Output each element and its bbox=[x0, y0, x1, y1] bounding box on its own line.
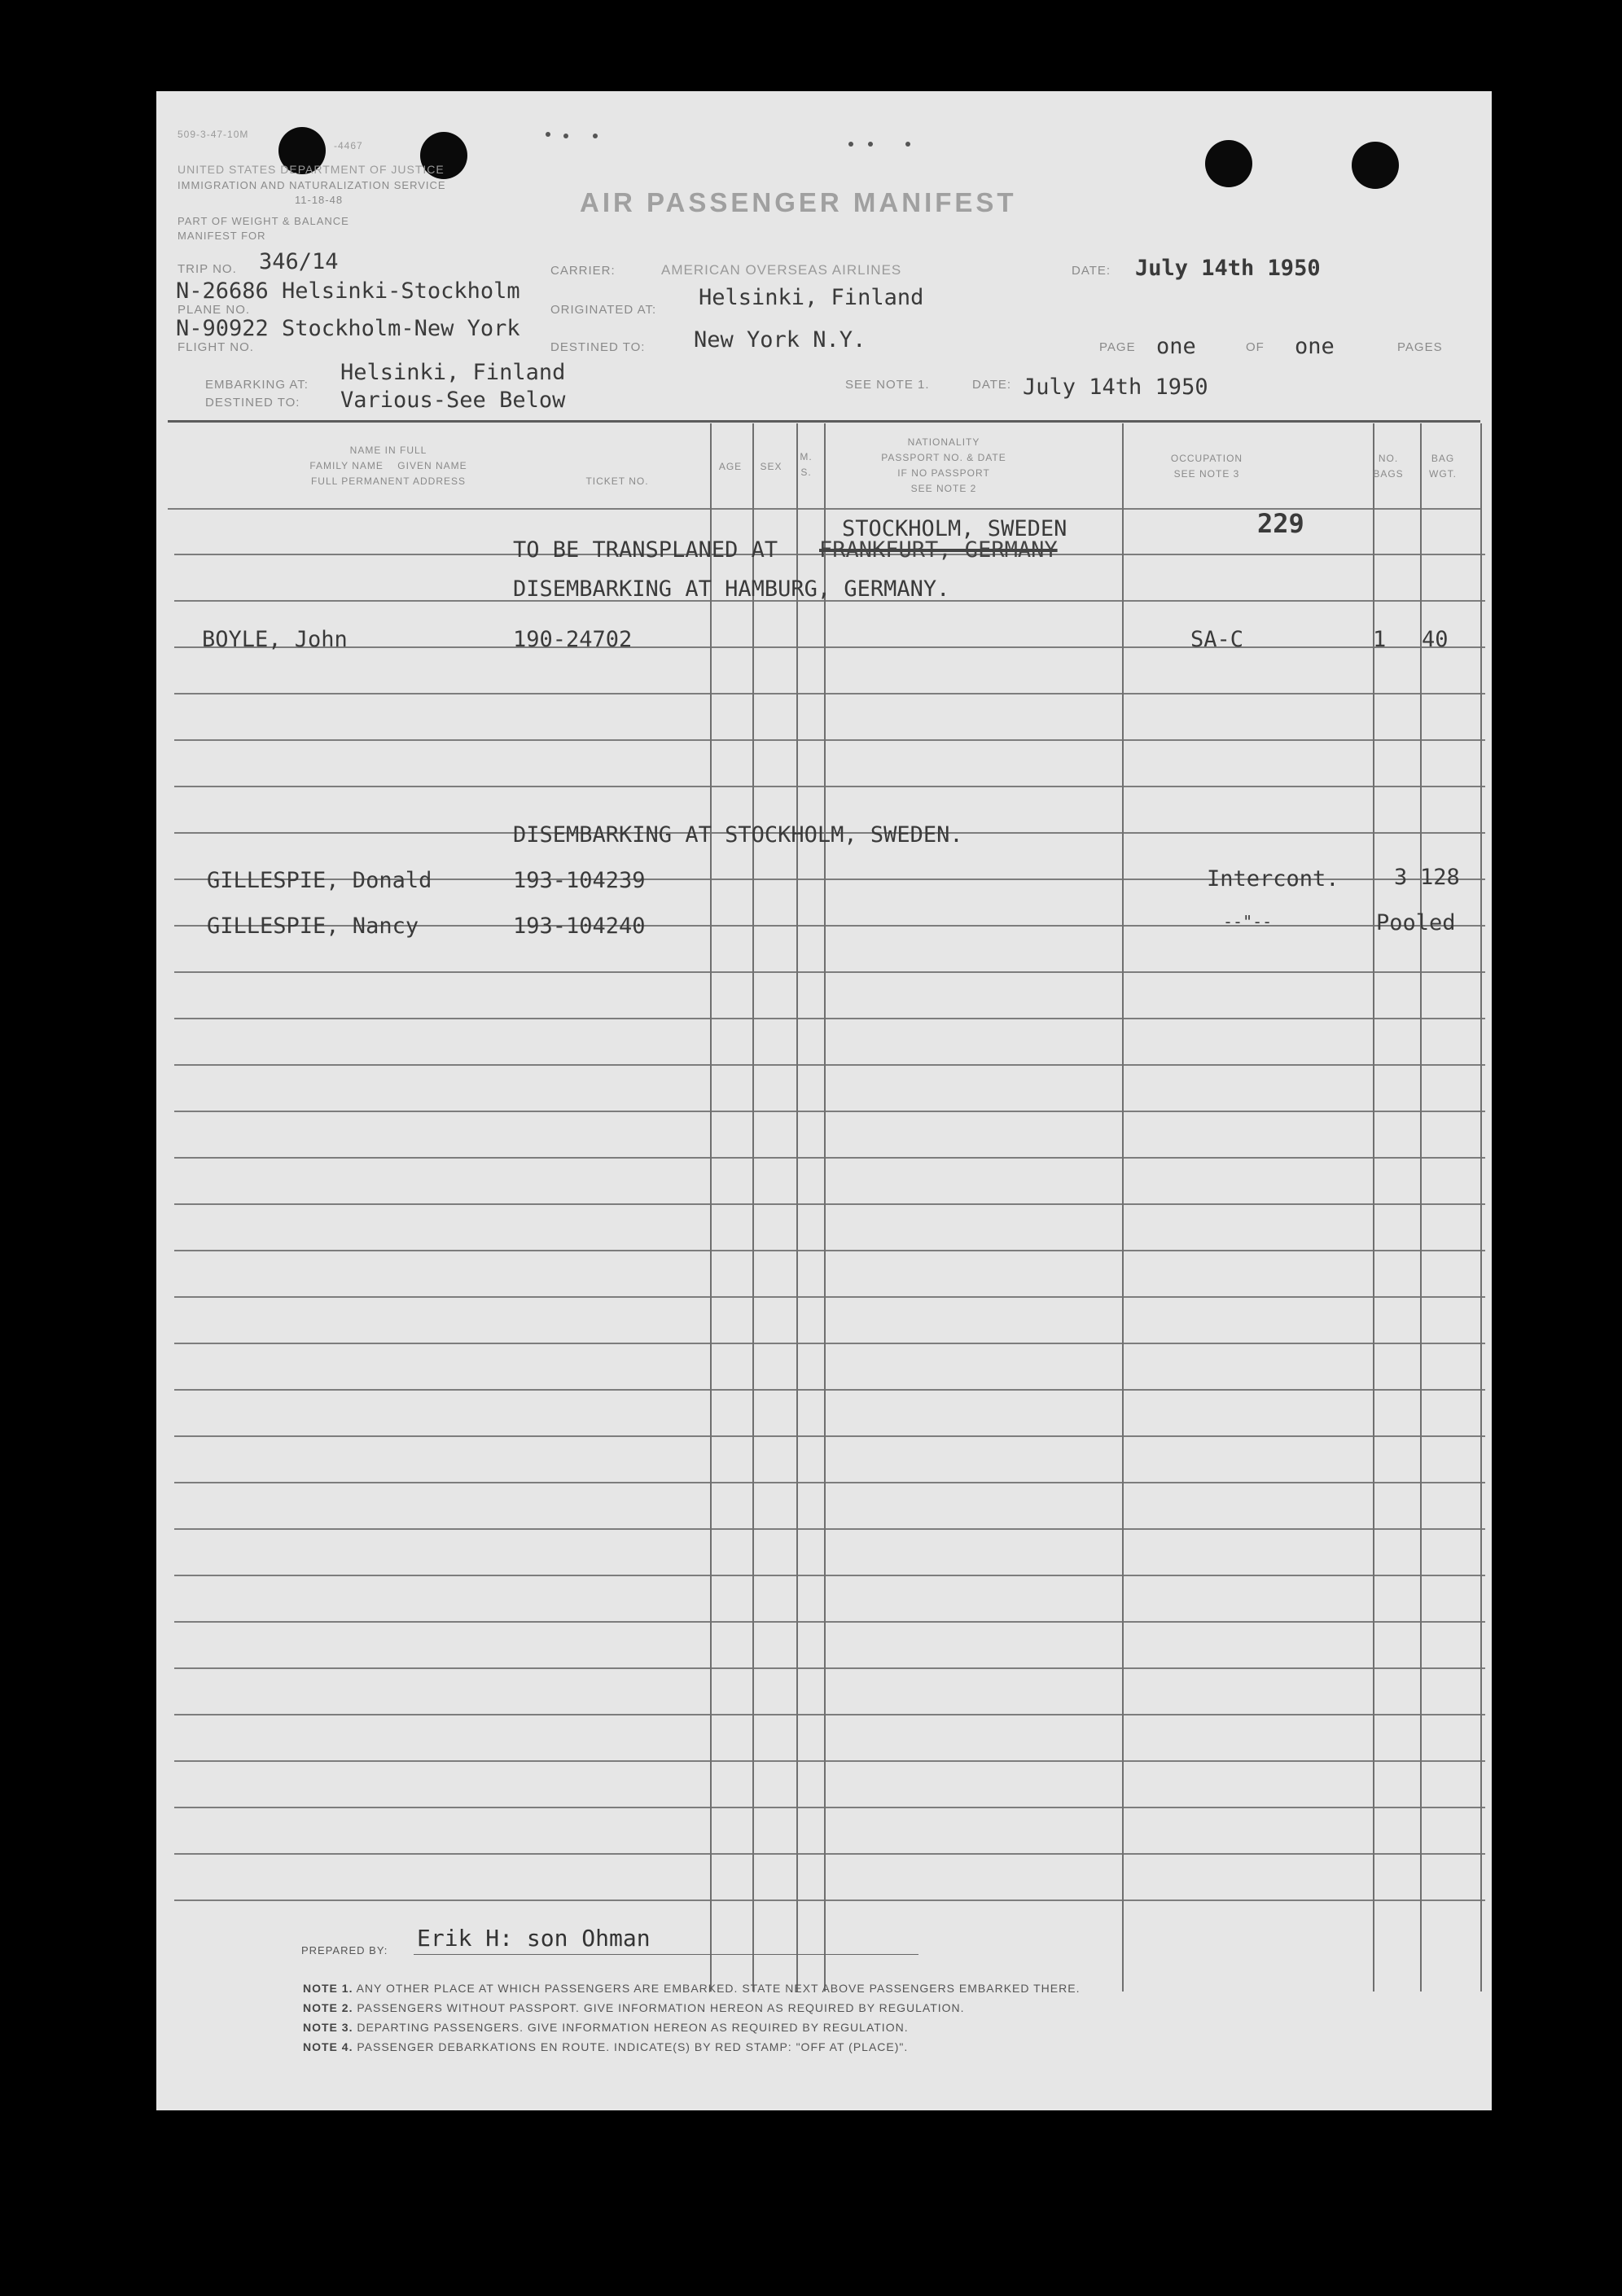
ink-fleck bbox=[868, 142, 873, 147]
of-label: OF bbox=[1246, 340, 1265, 354]
footnote-4 bbox=[303, 2040, 908, 2053]
column-rule bbox=[1122, 423, 1124, 1991]
destined2-label: DESTINED TO: bbox=[205, 396, 300, 410]
row-rule bbox=[174, 1807, 1485, 1808]
row-rule bbox=[174, 1203, 1485, 1205]
struck-destination: FRANKFURT, GERMANY bbox=[819, 537, 1058, 563]
passenger-occupation: --"-- bbox=[1223, 912, 1273, 931]
column-rule bbox=[796, 423, 798, 1991]
passenger-bags: 1 bbox=[1373, 627, 1387, 652]
col-name-line3: FULL PERMANENT ADDRESS bbox=[310, 475, 467, 487]
col-sex-header: SEX bbox=[760, 461, 783, 472]
col-occupation-header bbox=[1117, 451, 1296, 482]
footnote-1 bbox=[303, 1982, 1080, 1995]
footnote-text: DEPARTING PASSENGERS. GIVE INFORMATION HEREON AS REQUIRED BY REGULATION. bbox=[357, 2021, 909, 2034]
col-name-line1: NAME IN FULL bbox=[349, 445, 427, 456]
ink-fleck bbox=[848, 142, 853, 147]
passenger-occupation: SA-C bbox=[1190, 627, 1244, 652]
footnote-label: NOTE 1. bbox=[303, 1982, 353, 1995]
passenger-weight: 128 bbox=[1420, 865, 1460, 890]
col-weight-header bbox=[1420, 451, 1466, 482]
column-rule bbox=[752, 423, 754, 1991]
passenger-occupation: Intercont. bbox=[1207, 866, 1339, 892]
destined-value: New York N.Y. bbox=[694, 327, 866, 353]
row-rule bbox=[174, 1621, 1485, 1623]
plane-line2: N-90922 Stockholm-New York bbox=[176, 316, 520, 341]
header-rule bbox=[168, 420, 1480, 423]
stockholm-overtype: STOCKHOLM, SWEDEN bbox=[842, 516, 1067, 541]
see-note-1: SEE NOTE 1. bbox=[845, 378, 930, 392]
embarking-label: EMBARKING AT: bbox=[205, 378, 309, 392]
row-rule bbox=[174, 1853, 1485, 1855]
date2-value: July 14th 1950 bbox=[1023, 375, 1208, 400]
row-rule bbox=[174, 1714, 1485, 1715]
date2-label: DATE: bbox=[972, 378, 1012, 392]
row-rule bbox=[174, 1760, 1485, 1762]
col-wgt-line2: WGT. bbox=[1429, 468, 1457, 480]
prepared-label: PREPARED BY: bbox=[301, 1944, 388, 1956]
row-rule bbox=[174, 1389, 1485, 1391]
row-rule bbox=[174, 786, 1485, 787]
col-occ-line2: SEE NOTE 3 bbox=[1173, 468, 1240, 480]
col-nat-line4: SEE NOTE 2 bbox=[910, 483, 977, 494]
row-rule bbox=[174, 1018, 1485, 1019]
column-rule bbox=[824, 423, 826, 1991]
pages-label: PAGES bbox=[1397, 340, 1443, 354]
row-rule bbox=[174, 1157, 1485, 1159]
column-rule bbox=[1480, 423, 1482, 1991]
prepared-signature: Erik H: son Ohman bbox=[417, 1925, 651, 1952]
trip-value: 346/14 bbox=[259, 249, 339, 274]
plane-label: PLANE NO. bbox=[178, 303, 251, 317]
form-code-suffix: -4467 bbox=[334, 140, 363, 151]
col-bags-line2: BAGS bbox=[1373, 468, 1404, 480]
row-rule bbox=[174, 693, 1485, 694]
col-nat-line3: IF NO PASSPORT bbox=[897, 467, 990, 479]
row-rule bbox=[174, 1343, 1485, 1344]
part-of-label: PART OF WEIGHT & BALANCE bbox=[178, 215, 349, 227]
manifest-number: 229 bbox=[1257, 508, 1304, 539]
date-value: July 14th 1950 bbox=[1135, 256, 1321, 281]
row-rule bbox=[174, 1667, 1485, 1669]
passenger-ticket: 193-104239 bbox=[513, 868, 646, 893]
form-date: 11-18-48 bbox=[295, 194, 344, 206]
row-rule bbox=[174, 1899, 1485, 1901]
punch-hole bbox=[1352, 142, 1399, 189]
row-rule bbox=[174, 1064, 1485, 1066]
footnote-2 bbox=[303, 2001, 965, 2014]
footnote-text: PASSENGER DEBARKATIONS EN ROUTE. INDICATE(S) BY RED STAMP: "OFF AT (PLACE)". bbox=[357, 2040, 909, 2053]
agency-line2: IMMIGRATION AND NATURALIZATION SERVICE bbox=[178, 179, 446, 191]
passenger-bags: 3 bbox=[1394, 865, 1408, 890]
column-rule bbox=[1373, 423, 1374, 1991]
row-rule bbox=[174, 971, 1485, 973]
col-bags-line1: NO. bbox=[1378, 453, 1399, 464]
passenger-ticket: 193-104240 bbox=[513, 914, 646, 939]
form-code: 509-3-47-10M bbox=[178, 129, 249, 140]
agency-line1: UNITED STATES DEPARTMENT OF JUSTICE bbox=[178, 163, 445, 176]
col-ticket-header: TICKET NO. bbox=[585, 475, 649, 487]
date-label: DATE: bbox=[1072, 264, 1111, 278]
page-label: PAGE bbox=[1099, 340, 1136, 354]
footnote-label: NOTE 3. bbox=[303, 2021, 353, 2034]
punch-hole bbox=[1205, 140, 1252, 187]
row-rule bbox=[174, 1111, 1485, 1112]
row-rule bbox=[174, 1482, 1485, 1483]
col-name-header bbox=[278, 443, 498, 489]
col-wgt-line1: BAG bbox=[1431, 453, 1455, 464]
footnote-text: ANY OTHER PLACE AT WHICH PASSENGERS ARE EMBARKED. STATE NEXT ABOVE PASSENGERS EMBARKED THERE. bbox=[356, 1982, 1081, 1995]
passenger-ticket: 190-24702 bbox=[513, 627, 633, 652]
of-value: one bbox=[1295, 334, 1335, 359]
transplaned-text: TO BE TRANSPLANED AT bbox=[513, 537, 778, 563]
ink-fleck bbox=[905, 142, 910, 147]
row-rule bbox=[174, 1575, 1485, 1576]
col-ms-header: M. S. bbox=[800, 451, 813, 478]
plane-line1: N-26686 Helsinki-Stockholm bbox=[176, 278, 520, 304]
col-nationality-header bbox=[834, 435, 1054, 497]
trip-label: TRIP NO. bbox=[178, 262, 237, 276]
footnote-3 bbox=[303, 2021, 909, 2034]
col-occ-line1: OCCUPATION bbox=[1170, 453, 1243, 464]
carrier-label: CARRIER: bbox=[550, 264, 616, 278]
column-rule bbox=[710, 423, 712, 1991]
row-rule bbox=[174, 1250, 1485, 1251]
row-rule bbox=[174, 1296, 1485, 1298]
row-rule bbox=[174, 1435, 1485, 1437]
manifest-page bbox=[156, 91, 1492, 2110]
footnote-text: PASSENGERS WITHOUT PASSPORT. GIVE INFORMATION HEREON AS REQUIRED BY REGULATION. bbox=[357, 2001, 965, 2014]
signature-line bbox=[414, 1954, 918, 1955]
row-rule bbox=[174, 739, 1485, 741]
originated-value: Helsinki, Finland bbox=[699, 285, 924, 310]
column-rule bbox=[1420, 423, 1422, 1991]
col-name-line2: FAMILY NAME GIVEN NAME bbox=[309, 460, 467, 471]
row-rule bbox=[174, 1528, 1485, 1530]
ink-fleck bbox=[563, 134, 568, 138]
flight-label: FLIGHT NO. bbox=[178, 340, 254, 354]
passenger-name: BOYLE, John bbox=[202, 627, 348, 652]
passenger-bags: Pooled bbox=[1376, 910, 1456, 935]
col-nat-line1: NATIONALITY bbox=[907, 436, 980, 448]
page-title: AIR PASSENGER MANIFEST bbox=[580, 187, 1017, 217]
ink-fleck bbox=[593, 134, 598, 138]
originated-label: ORIGINATED AT: bbox=[550, 303, 657, 317]
manifest-for-label: MANIFEST FOR bbox=[178, 230, 266, 242]
footnote-label: NOTE 2. bbox=[303, 2001, 353, 2014]
destined-label: DESTINED TO: bbox=[550, 340, 646, 354]
footnote-label: NOTE 4. bbox=[303, 2040, 353, 2053]
passenger-name: GILLESPIE, Donald bbox=[207, 868, 432, 893]
destined2-value: Various-See Below bbox=[340, 388, 566, 413]
passenger-name: GILLESPIE, Nancy bbox=[207, 914, 419, 939]
col-nat-line2: PASSPORT NO. & DATE bbox=[881, 452, 1006, 463]
hamburg-heading: DISEMBARKING AT HAMBURG, GERMANY. bbox=[513, 576, 950, 602]
passenger-weight: 40 bbox=[1422, 627, 1449, 652]
carrier-value: AMERICAN OVERSEAS AIRLINES bbox=[661, 262, 902, 278]
col-bags-header bbox=[1370, 451, 1407, 482]
row-rule bbox=[174, 646, 1485, 648]
col-age-header: AGE bbox=[718, 461, 743, 472]
page-value: one bbox=[1156, 334, 1196, 359]
embarking-value: Helsinki, Finland bbox=[340, 360, 566, 385]
ink-fleck bbox=[546, 132, 550, 137]
stockholm-heading: DISEMBARKING AT STOCKHOLM, SWEDEN. bbox=[513, 822, 963, 848]
